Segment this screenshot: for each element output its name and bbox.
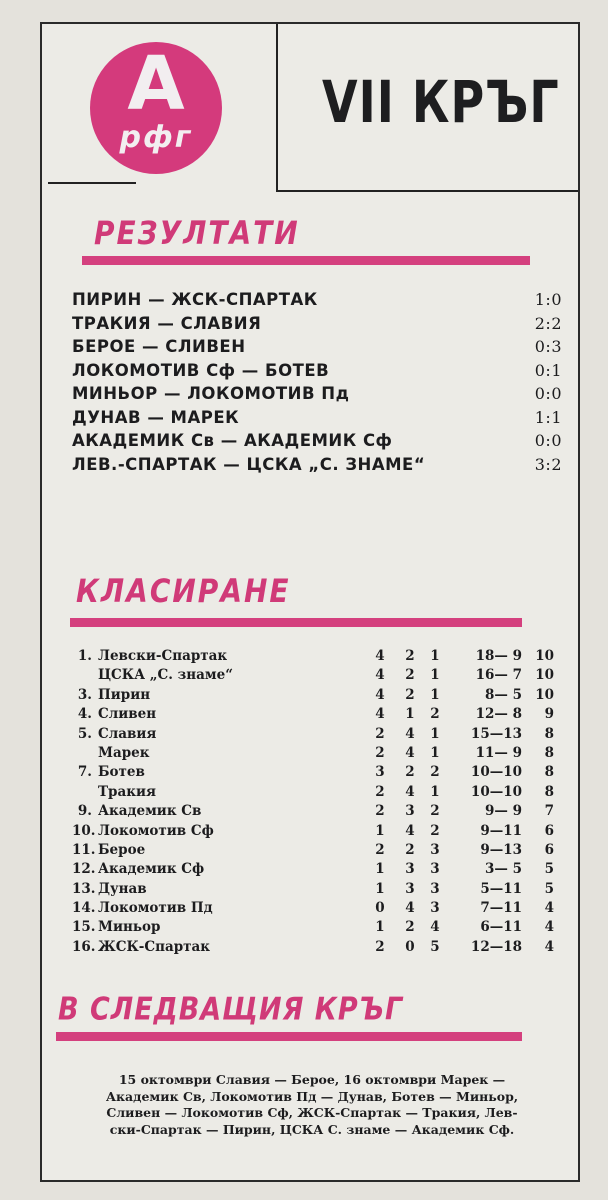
standing-losses: 3 <box>430 861 440 878</box>
standing-position: 13. <box>72 880 96 897</box>
standing-losses: 2 <box>430 803 440 820</box>
standing-position: 9. <box>77 803 92 820</box>
results-list <box>72 290 562 478</box>
standing-draws: 3 <box>405 861 415 878</box>
schedule-line: ски-Спартак — Пирин, ЦСКА С. знаме — Академик Сф. <box>109 1121 515 1137</box>
logo-subtitle: рфг <box>119 120 193 155</box>
table-row <box>72 919 557 938</box>
standing-losses: 1 <box>430 744 440 761</box>
standing-losses: 3 <box>430 900 440 917</box>
standing-draws: 4 <box>405 744 415 761</box>
standing-draws: 2 <box>405 764 415 781</box>
standing-wins: 1 <box>375 861 385 878</box>
schedule-line: 15 октомври Славия — Берое, 16 октомври Марек — <box>118 1072 506 1087</box>
standing-goals: 12—18 <box>470 938 522 955</box>
standing-team: Сливен <box>98 706 157 723</box>
table-row <box>72 764 557 783</box>
result-match: БЕРОЕ — СЛИВЕН <box>72 337 246 356</box>
logo-letter: А <box>127 41 185 127</box>
standing-draws: 4 <box>405 822 415 839</box>
standing-wins: 4 <box>375 706 385 723</box>
standing-points: 4 <box>544 938 554 955</box>
standing-team: Миньор <box>98 919 161 936</box>
result-row <box>72 337 562 361</box>
standing-points: 8 <box>544 764 554 781</box>
standing-wins: 2 <box>375 803 385 820</box>
standing-goals: 12— 8 <box>475 706 522 723</box>
league-logo <box>90 42 222 174</box>
table-row <box>72 939 557 958</box>
table-row <box>72 706 557 725</box>
standing-draws: 4 <box>405 783 415 800</box>
standing-team: Левски-Спартак <box>98 648 228 664</box>
standing-team: Дунав <box>98 880 147 897</box>
standing-goals: 7—11 <box>480 900 522 917</box>
table-row <box>72 687 557 706</box>
results-title: РЕЗУЛТАТИ <box>94 214 300 252</box>
standing-wins: 2 <box>375 938 385 955</box>
next-round-title: В СЛЕДВАЩИЯ КРЪГ <box>58 992 404 1028</box>
table-row <box>72 667 557 686</box>
standing-draws: 0 <box>405 938 415 955</box>
standing-losses: 1 <box>430 648 440 664</box>
standing-losses: 3 <box>430 841 440 858</box>
standing-draws: 3 <box>405 803 415 820</box>
table-row <box>72 648 557 667</box>
result-score: 0:1 <box>534 360 562 380</box>
standing-losses: 2 <box>430 706 440 723</box>
next-round-schedule <box>62 1072 562 1138</box>
standing-team: Славия <box>98 725 157 742</box>
standing-team: Локомотив Сф <box>98 822 214 839</box>
standing-position: 10. <box>72 822 96 839</box>
standing-wins: 4 <box>375 648 385 664</box>
table-row <box>72 842 557 861</box>
standing-draws: 4 <box>405 725 415 742</box>
result-match: АКАДЕМИК Св — АКАДЕМИК Сф <box>72 431 393 450</box>
table-row <box>72 745 557 764</box>
standing-points: 10 <box>535 667 554 684</box>
standing-position: 15. <box>72 919 96 936</box>
standing-points: 8 <box>544 783 554 800</box>
newspaper-clipping <box>40 22 580 1182</box>
standing-draws: 3 <box>405 880 415 897</box>
round-title: VII КРЪГ <box>322 68 560 136</box>
standing-position: 11. <box>72 841 96 858</box>
standing-position: 4. <box>77 706 92 723</box>
standing-goals: 5—11 <box>480 880 522 897</box>
standing-wins: 4 <box>375 667 385 684</box>
table-row <box>72 726 557 745</box>
result-row <box>72 408 562 432</box>
result-match: ЛОКОМОТИВ Сф — БОТЕВ <box>72 360 330 380</box>
standing-goals: 9—13 <box>480 841 522 858</box>
standing-team: Академик Св <box>98 803 202 820</box>
standing-wins: 2 <box>375 725 385 742</box>
standing-goals: 9— 9 <box>485 803 522 820</box>
schedule-line: Сливен — Локомотив Сф, ЖСК-Спартак — Тракия, Лев- <box>106 1105 518 1120</box>
standing-team: Ботев <box>98 764 145 781</box>
standing-wins: 1 <box>375 880 385 897</box>
result-score: 2:2 <box>534 313 562 333</box>
standing-goals: 10—10 <box>470 783 522 800</box>
standing-position: 3. <box>77 686 92 703</box>
standings-title: КЛАСИРАНЕ <box>76 572 291 610</box>
header-divider-left <box>48 182 136 184</box>
standing-losses: 1 <box>430 667 440 684</box>
standing-wins: 0 <box>375 900 385 917</box>
standing-losses: 1 <box>430 686 440 703</box>
standing-wins: 1 <box>375 822 385 839</box>
standing-points: 9 <box>544 706 554 723</box>
standing-points: 5 <box>544 861 554 878</box>
standing-team: Пирин <box>98 686 151 703</box>
standing-goals: 6—11 <box>480 919 522 936</box>
standing-goals: 8— 5 <box>485 686 522 703</box>
standing-draws: 2 <box>405 841 415 858</box>
standing-points: 6 <box>544 841 554 858</box>
standing-wins: 3 <box>375 764 385 781</box>
header-vertical-divider <box>276 24 278 192</box>
standing-losses: 1 <box>430 783 440 800</box>
standing-goals: 16— 7 <box>475 667 522 684</box>
standing-team: Академик Сф <box>98 861 205 878</box>
standing-position: 12. <box>72 861 96 878</box>
standing-draws: 2 <box>405 919 415 936</box>
result-match: ЛЕВ.-СПАРТАК — ЦСКА „С. ЗНАМЕ“ <box>72 454 426 474</box>
standing-points: 6 <box>544 822 554 839</box>
standing-points: 8 <box>544 744 554 761</box>
table-row <box>72 823 557 842</box>
next-round-bar <box>56 1032 522 1041</box>
standing-goals: 9—11 <box>480 822 522 839</box>
standing-points: 7 <box>544 803 554 820</box>
standing-losses: 2 <box>430 764 440 781</box>
result-row <box>72 384 562 408</box>
standing-team: ЖСК-Спартак <box>98 938 211 955</box>
standings-table <box>72 648 557 958</box>
standing-goals: 15—13 <box>470 725 522 742</box>
standing-draws: 4 <box>405 900 415 917</box>
standing-position: 1. <box>77 648 92 664</box>
standing-losses: 1 <box>430 725 440 742</box>
result-score: 0:0 <box>534 431 562 450</box>
standing-goals: 3— 5 <box>485 861 522 878</box>
table-row <box>72 784 557 803</box>
standing-team: Марек <box>98 744 150 761</box>
result-row <box>72 361 562 385</box>
result-match: ДУНАВ — МАРЕК <box>72 407 240 427</box>
result-match: ПИРИН — ЖСК-СПАРТАК <box>72 290 318 309</box>
standing-draws: 2 <box>405 648 415 664</box>
result-score: 3:2 <box>534 454 562 474</box>
standing-goals: 18— 9 <box>475 648 522 664</box>
standing-points: 4 <box>544 919 554 936</box>
standing-team: ЦСКА „С. знаме“ <box>98 667 233 684</box>
standing-position: 16. <box>72 938 96 955</box>
standing-wins: 2 <box>375 744 385 761</box>
standing-wins: 1 <box>375 919 385 936</box>
standing-losses: 2 <box>430 822 440 839</box>
standings-bar <box>70 618 522 627</box>
table-row <box>72 803 557 822</box>
results-bar <box>82 256 530 265</box>
standing-position: 5. <box>77 725 92 742</box>
table-row <box>72 881 557 900</box>
schedule-line: Академик Св, Локомотив Пд — Дунав, Ботев — Миньор, <box>105 1088 519 1104</box>
result-row <box>72 290 562 314</box>
result-row <box>72 431 562 455</box>
table-row <box>72 861 557 880</box>
standing-position: 7. <box>77 764 92 781</box>
standing-draws: 2 <box>405 686 415 703</box>
standing-points: 8 <box>544 725 554 742</box>
standing-points: 4 <box>544 900 554 917</box>
result-match: МИНЬОР — ЛОКОМОТИВ Пд <box>72 384 350 403</box>
standing-position: 14. <box>72 900 96 917</box>
standing-points: 10 <box>535 686 554 703</box>
result-score: 0:0 <box>534 384 562 403</box>
standing-losses: 3 <box>430 880 440 897</box>
standing-goals: 10—10 <box>470 764 522 781</box>
result-score: 1:0 <box>534 290 562 309</box>
standing-draws: 2 <box>405 667 415 684</box>
standing-wins: 4 <box>375 686 385 703</box>
result-score: 0:3 <box>534 337 562 356</box>
standing-team: Локомотив Пд <box>98 900 213 917</box>
standing-losses: 5 <box>430 938 440 955</box>
standing-points: 10 <box>535 648 554 664</box>
standing-losses: 4 <box>430 919 440 936</box>
header-divider-right <box>278 190 578 192</box>
result-row <box>72 455 562 479</box>
result-row <box>72 314 562 338</box>
standing-wins: 2 <box>375 783 385 800</box>
result-match: ТРАКИЯ — СЛАВИЯ <box>72 313 262 333</box>
standing-wins: 2 <box>375 841 385 858</box>
result-score: 1:1 <box>534 407 562 427</box>
standing-team: Берое <box>98 841 146 858</box>
standing-goals: 11— 9 <box>475 744 522 761</box>
standing-draws: 1 <box>405 706 415 723</box>
table-row <box>72 900 557 919</box>
standing-team: Тракия <box>98 783 156 800</box>
standing-points: 5 <box>544 880 554 897</box>
